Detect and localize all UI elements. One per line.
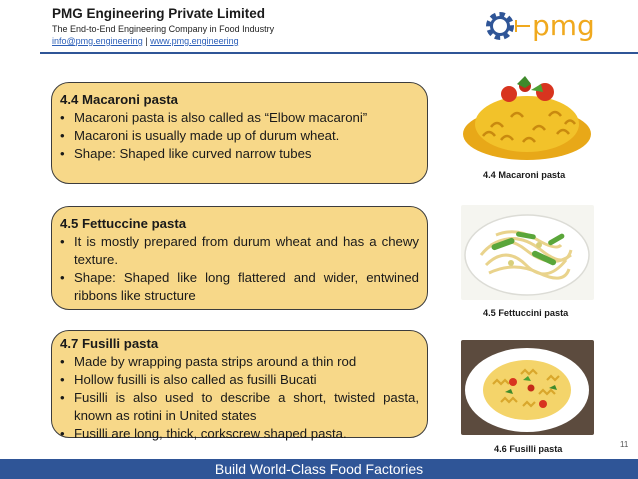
page-number: 11 <box>620 440 629 449</box>
section-title: 4.4 Macaroni pasta <box>60 92 179 107</box>
gear-icon <box>489 15 511 37</box>
list-item: • Hollow fusilli is also called as fusilli Bucati <box>60 371 419 389</box>
header-divider <box>40 52 638 54</box>
macaroni-photo <box>461 72 594 162</box>
pmg-logo <box>480 6 600 46</box>
list-item: • Macaroni is usually made up of durum wheat. <box>60 127 419 145</box>
list-item: • Fusilli are long, thick, corkscrew shaped pasta. <box>60 425 419 443</box>
list-item: • It is mostly prepared from durum wheat and has a chewy texture. <box>60 233 419 269</box>
fettuccine-photo <box>461 205 594 300</box>
fork-icon <box>516 20 530 32</box>
website-link[interactable]: www.pmg.engineering <box>150 36 239 46</box>
list-item: • Shape: Shaped like curved narrow tubes <box>60 145 419 163</box>
caption-macaroni: 4.4 Macaroni pasta <box>483 170 566 180</box>
section-title: 4.5 Fettuccine pasta <box>60 216 187 231</box>
section-fusilli <box>51 330 428 441</box>
company-tagline: The End-to-End Engineering Company in Food Industry <box>52 24 275 34</box>
email-link[interactable]: info@pmg.engineering <box>52 36 143 46</box>
list-item: • Fusilli is also used to describe a short, twisted pasta, known as rotini in United states <box>60 389 419 425</box>
contact-line <box>52 36 239 46</box>
list-item: • Shape: Shaped like long flattered and wider, entwined ribbons like structure <box>60 269 419 305</box>
fusilli-photo <box>461 340 594 435</box>
company-name: PMG Engineering Private Limited <box>52 6 266 21</box>
list-item: • Macaroni pasta is also called as “Elbow macaroni” <box>60 109 419 127</box>
caption-fusilli: 4.6 Fusilli pasta <box>494 444 563 454</box>
logo-wordmark: pmg <box>532 9 595 42</box>
section-fettuccine <box>51 206 428 310</box>
section-macaroni <box>51 82 428 184</box>
list-item: • Made by wrapping pasta strips around a thin rod <box>60 353 419 371</box>
contact-separator: | <box>145 36 148 46</box>
caption-fettuccine: 4.5 Fettuccini pasta <box>483 308 569 318</box>
footer-banner: Build World-Class Food Factories <box>0 459 638 479</box>
section-title: 4.7 Fusilli pasta <box>60 336 159 351</box>
